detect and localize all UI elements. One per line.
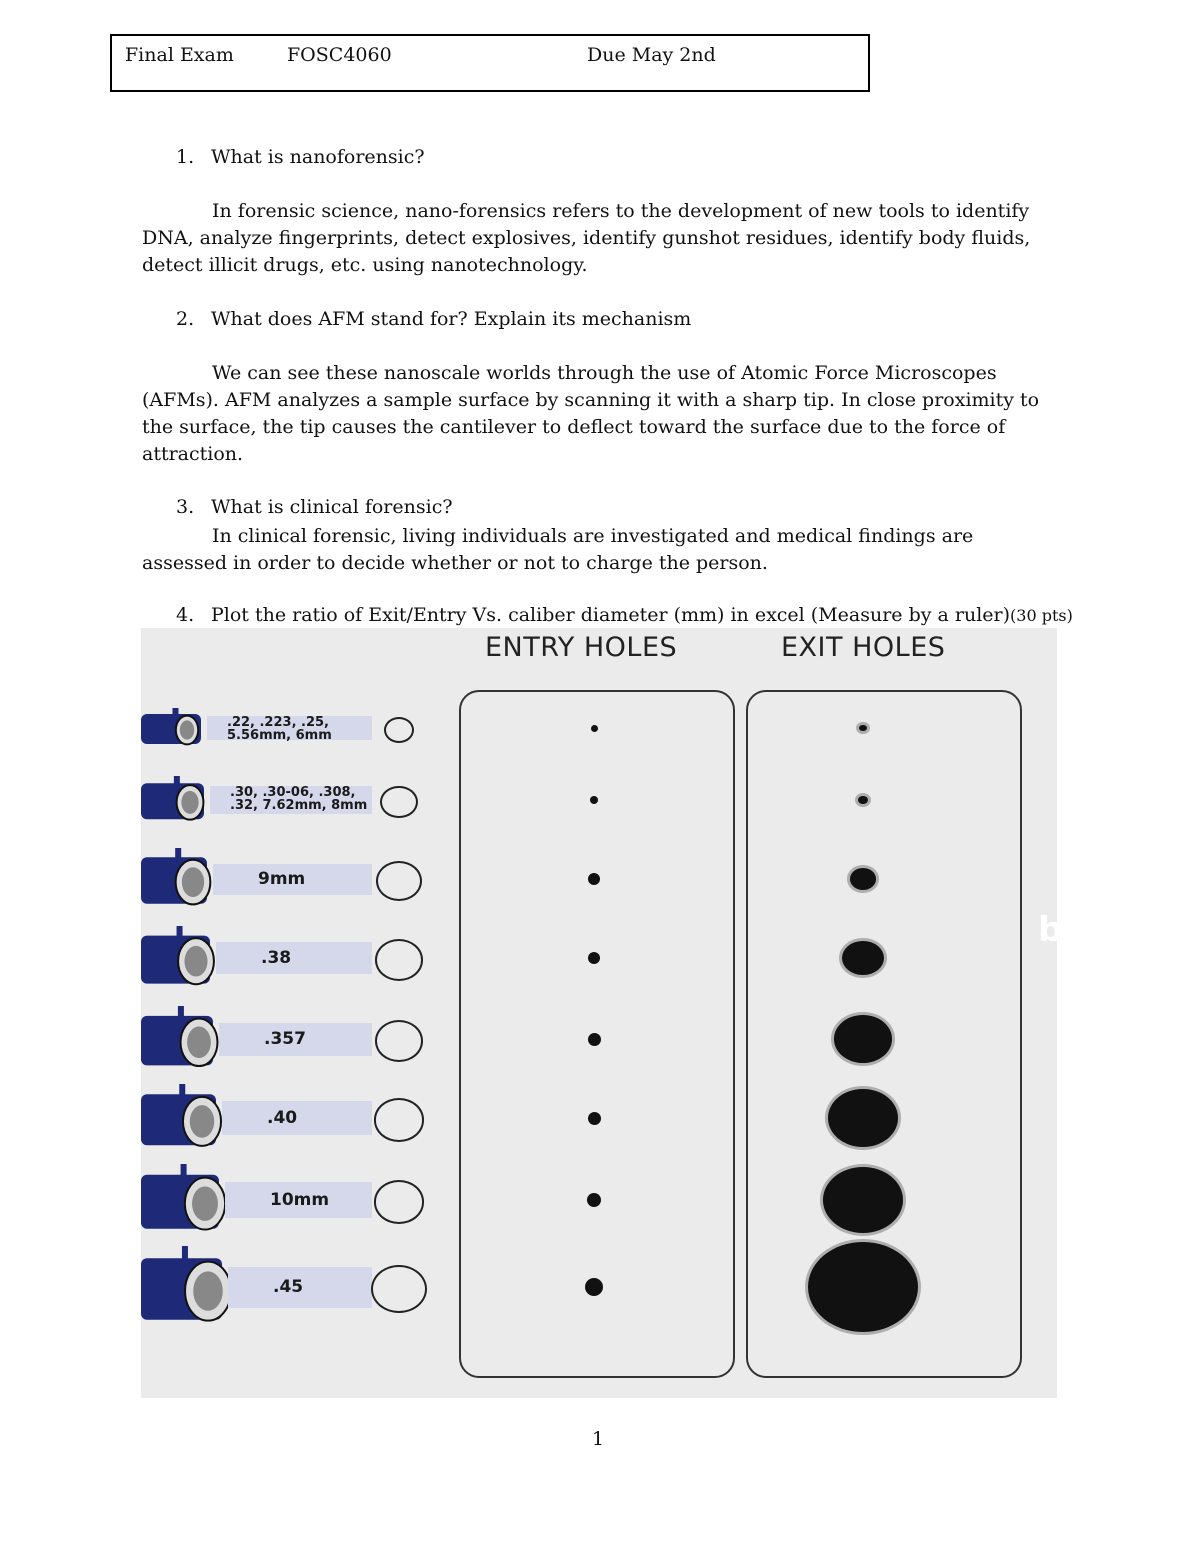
exit-hole bbox=[828, 1089, 898, 1146]
entry-hole bbox=[588, 952, 600, 964]
entry-holes-title: ENTRY HOLES bbox=[485, 632, 678, 663]
caliber-label-line: .30, .30-06, .308, bbox=[230, 784, 356, 800]
question-text: What is nanoforensic? bbox=[211, 146, 425, 168]
entry-hole bbox=[585, 1278, 603, 1296]
exit-hole bbox=[858, 796, 868, 804]
gun-barrel-icon bbox=[141, 1006, 223, 1072]
caliber-size-circle bbox=[371, 1265, 427, 1313]
exit-hole bbox=[823, 1167, 903, 1233]
question-text: What is clinical forensic? bbox=[211, 496, 453, 518]
due-date: Due May 2nd bbox=[587, 44, 716, 66]
caliber-row bbox=[141, 1006, 431, 1072]
gun-barrel-icon bbox=[141, 708, 211, 748]
side-letter: b bbox=[1038, 910, 1063, 950]
gun-barrel-icon bbox=[141, 1084, 226, 1152]
question-number: 3. bbox=[176, 496, 195, 518]
question-3 bbox=[176, 496, 453, 518]
caliber-label-line: .32, 7.62mm, 8mm bbox=[230, 797, 368, 813]
caliber-row bbox=[141, 926, 431, 990]
caliber-label-line: .22, .223, .25, bbox=[227, 715, 330, 730]
answer-2: We can see these nanoscale worlds through the use of Atomic Force Microscopes (AFMs). AFM analyzes a sample surface by scanning it with a sharp tip. In close proximity to the surface, the tip causes the cantilever to deflect toward the surface due to the force of attraction. bbox=[142, 362, 1040, 465]
gun-barrel-icon bbox=[141, 1164, 229, 1236]
caliber-size-circle bbox=[374, 1098, 424, 1141]
gun-barrel-icon bbox=[141, 776, 214, 824]
caliber-size-circle bbox=[384, 717, 414, 743]
caliber-label-line: 5.56mm, 6mm bbox=[227, 728, 332, 743]
entry-hole bbox=[588, 1033, 601, 1046]
caliber-label bbox=[222, 1101, 372, 1135]
question-4 bbox=[176, 604, 1073, 626]
caliber-row bbox=[141, 776, 431, 824]
question-text: Plot the ratio of Exit/Entry Vs. caliber diameter (mm) in excel (Measure by a ruler) bbox=[211, 604, 1011, 626]
exit-holes-title: EXIT HOLES bbox=[781, 632, 946, 663]
entry-hole bbox=[590, 796, 598, 804]
caliber-label-line: .38 bbox=[261, 948, 292, 968]
caliber-label-line: 9mm bbox=[258, 868, 306, 889]
entry-hole bbox=[588, 1112, 601, 1125]
page-number: 1 bbox=[592, 1428, 605, 1450]
exit-hole bbox=[850, 868, 876, 889]
caliber-size-circle bbox=[376, 861, 422, 901]
exam-header-box bbox=[110, 34, 870, 92]
caliber-label-line: .45 bbox=[273, 1276, 304, 1297]
gun-barrel-icon bbox=[141, 1246, 232, 1328]
caliber-row bbox=[141, 1164, 431, 1236]
entry-hole bbox=[588, 873, 600, 885]
caliber-label bbox=[228, 1267, 372, 1308]
answer-3: In clinical forensic, living individuals are investigated and medical findings are assessed in order to decide whether or not to charge the person. bbox=[142, 525, 974, 574]
entry-hole bbox=[587, 1193, 601, 1207]
caliber-label-line: .357 bbox=[264, 1028, 306, 1049]
caliber-label-line: .40 bbox=[267, 1108, 298, 1128]
caliber-label bbox=[210, 786, 372, 815]
caliber-row bbox=[141, 1084, 431, 1152]
caliber-row bbox=[141, 1246, 431, 1328]
entry-hole bbox=[591, 725, 598, 732]
question-1 bbox=[176, 146, 425, 168]
caliber-label bbox=[225, 1182, 372, 1218]
exam-title: Final Exam bbox=[125, 44, 234, 66]
bullet-holes-figure bbox=[141, 628, 1057, 1398]
caliber-size-circle bbox=[375, 1020, 423, 1061]
caliber-label bbox=[216, 942, 372, 974]
question-points: (30 pts) bbox=[1010, 606, 1073, 625]
caliber-size-circle bbox=[374, 1180, 424, 1223]
exit-hole bbox=[808, 1242, 918, 1332]
caliber-row bbox=[141, 708, 431, 748]
answer-1: In forensic science, nano-forensics refers to the development of new tools to identify DNA, analyze fingerprints, detect explosives, identify gunshot residues, identify body fluids, detect illicit drugs, etc. using nanotechnology. bbox=[142, 200, 1031, 276]
caliber-label bbox=[207, 715, 372, 743]
exit-hole bbox=[834, 1015, 892, 1063]
exit-hole bbox=[842, 941, 884, 975]
course-code: FOSC4060 bbox=[287, 44, 392, 66]
caliber-row bbox=[141, 848, 431, 910]
caliber-label bbox=[213, 864, 372, 895]
question-2 bbox=[176, 308, 691, 330]
question-text: What does AFM stand for? Explain its mechanism bbox=[211, 308, 692, 330]
caliber-size-circle bbox=[380, 786, 418, 819]
caliber-size-circle bbox=[375, 939, 423, 980]
question-number: 4. bbox=[176, 604, 195, 626]
caliber-label-line: 10mm bbox=[270, 1190, 330, 1210]
caliber-label bbox=[219, 1023, 372, 1056]
gun-barrel-icon bbox=[141, 926, 220, 990]
question-number: 1. bbox=[176, 146, 195, 168]
gun-barrel-icon bbox=[141, 848, 217, 910]
question-number: 2. bbox=[176, 308, 195, 330]
